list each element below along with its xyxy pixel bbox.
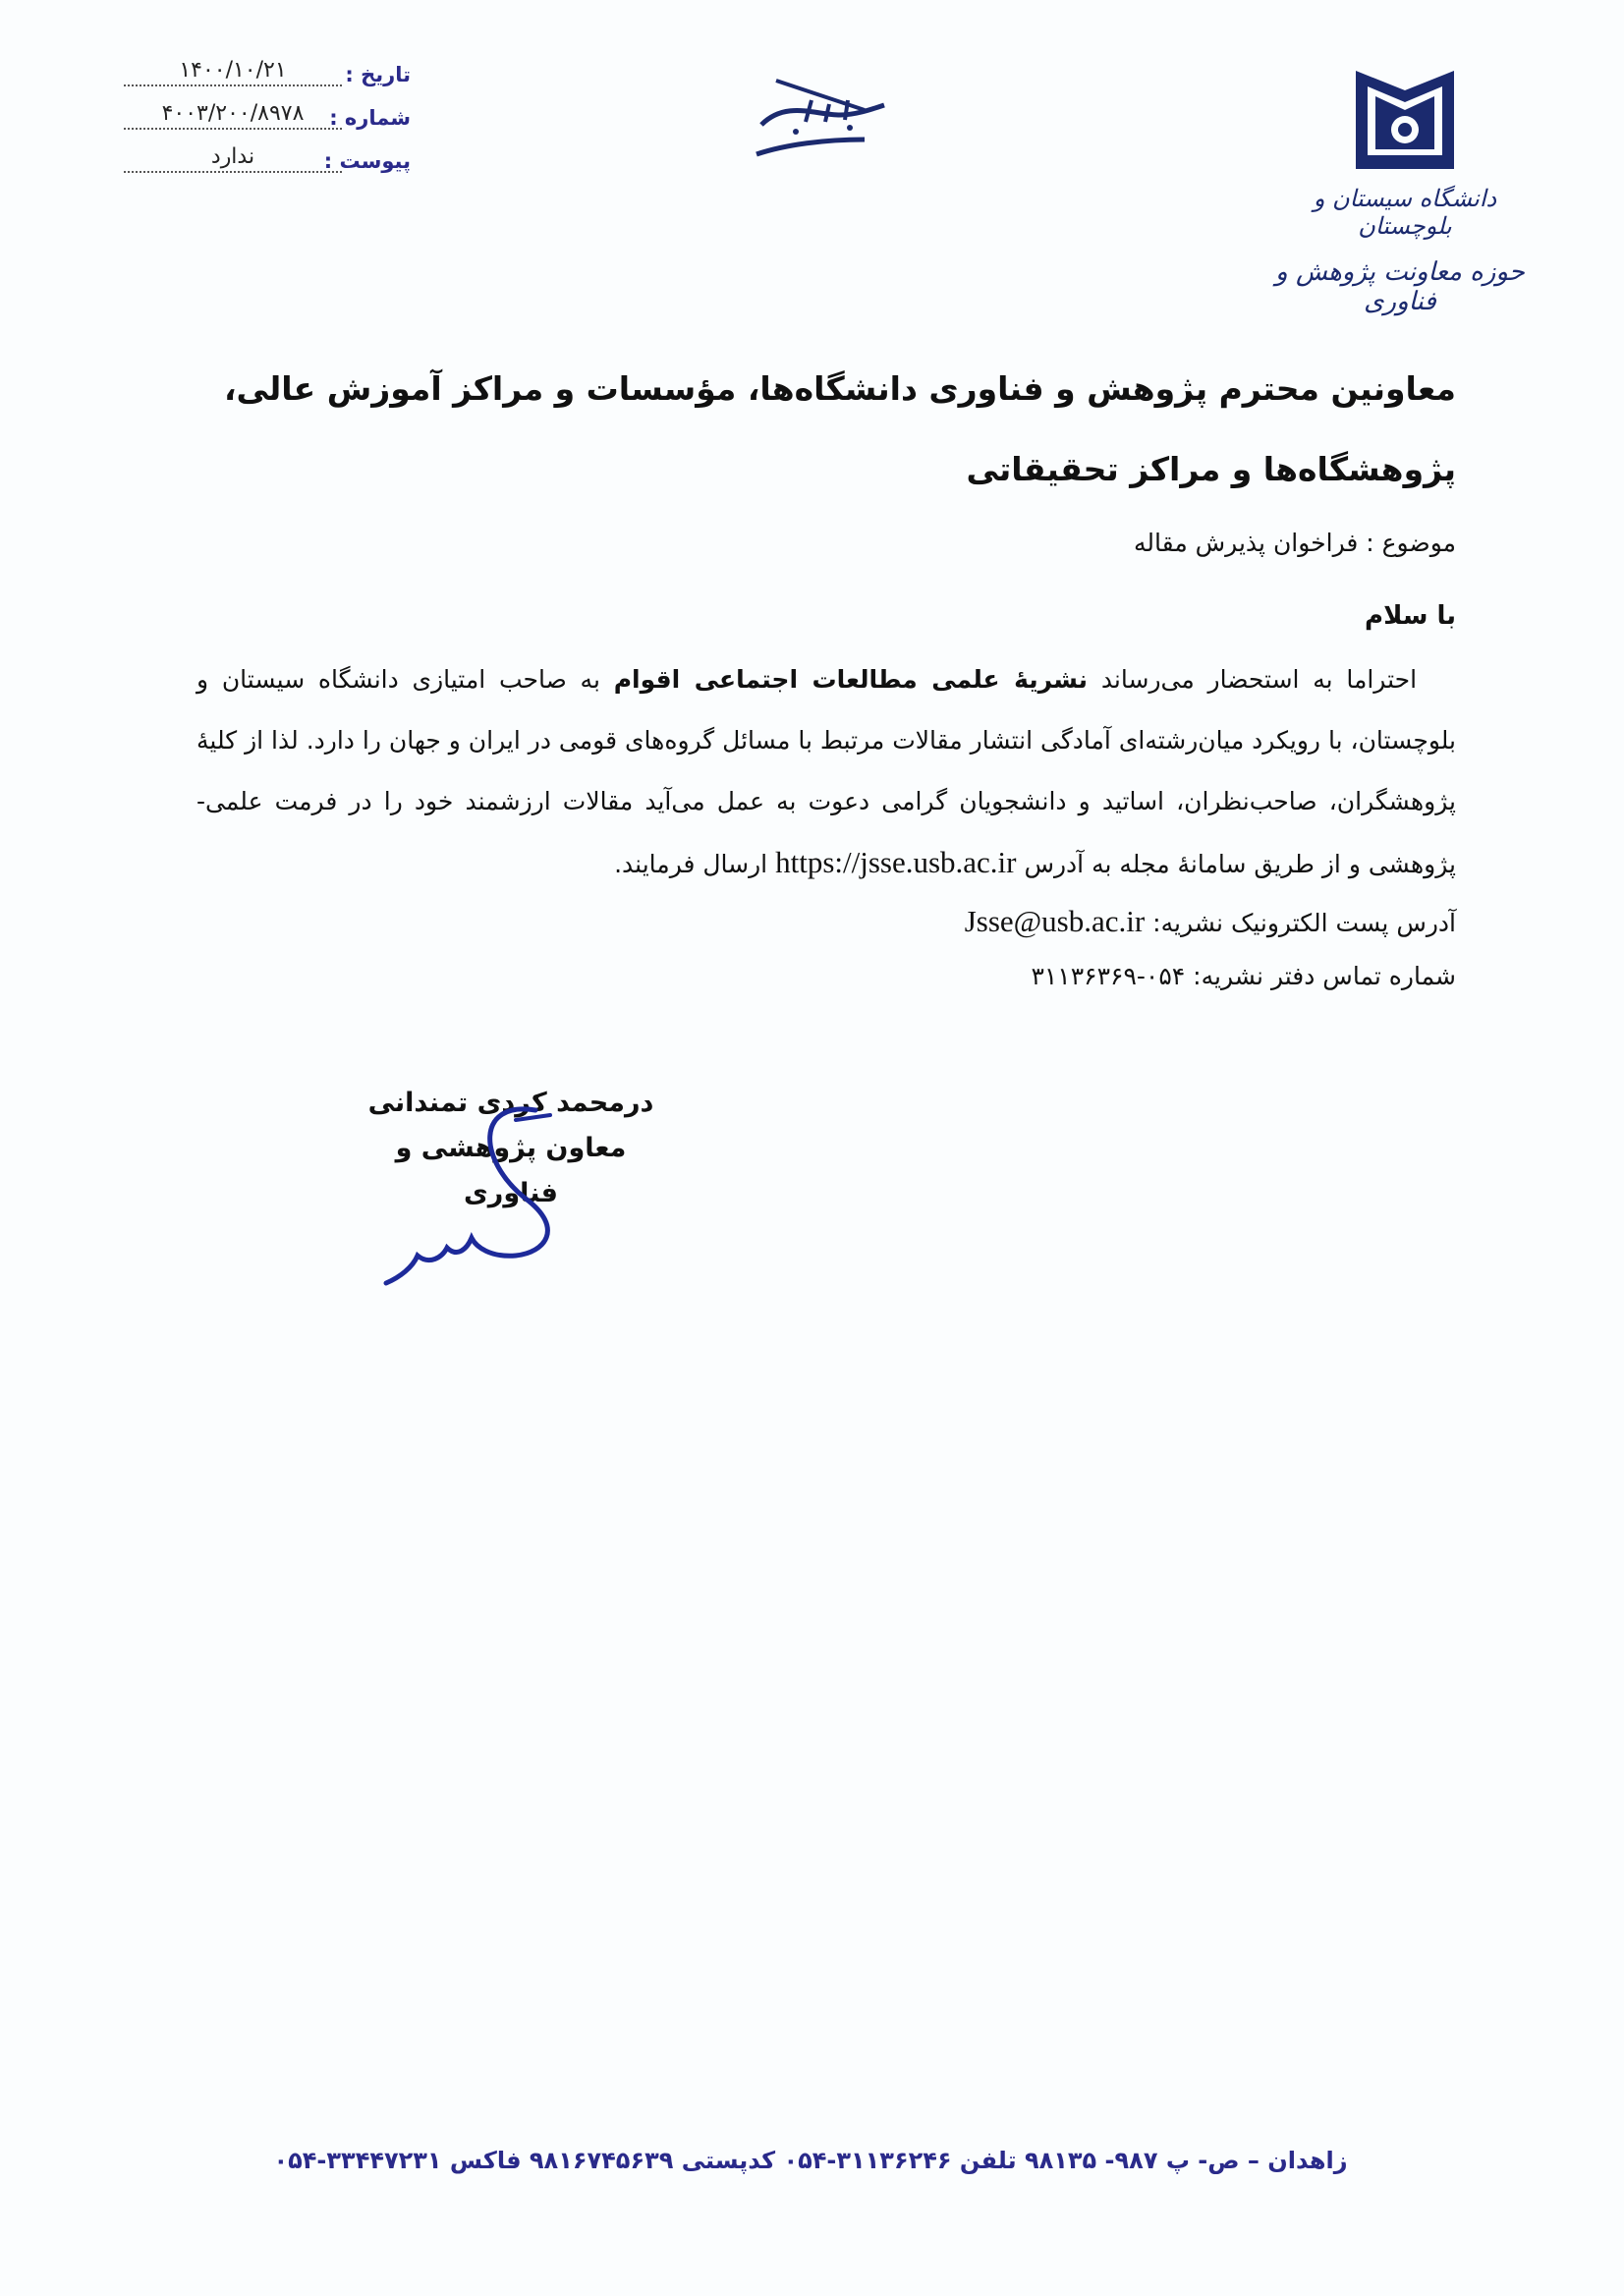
date-label: تاریخ : bbox=[345, 63, 411, 86]
attachment-label: پیوست : bbox=[323, 149, 411, 173]
letter-body bbox=[196, 349, 1456, 1003]
date-value: ۱۴۰۰/۱۰/۲۱ bbox=[124, 58, 342, 86]
date-row bbox=[116, 43, 411, 86]
journal-name: نشریهٔ علمی مطالعات اجتماعی اقوام bbox=[613, 665, 1089, 694]
university-logo-icon bbox=[1346, 61, 1464, 179]
website-link[interactable]: https://jsse.usb.ac.ir bbox=[775, 845, 1017, 879]
main-paragraph bbox=[196, 649, 1456, 895]
phone-label: شماره تماس دفتر نشریه: bbox=[1193, 962, 1456, 990]
footer-address: زاهدان – ص- پ ۹۸۷- ۹۸۱۳۵ تلفن ۳۱۱۳۶۲۴۶-۰۵۴ کدپستی ۹۸۱۶۷۴۵۶۳۹ فاکس ۳۳۴۴۷۲۳۱-۰۵۴ bbox=[273, 2147, 1348, 2174]
signatory-name: درمحمد کردی تمندانی bbox=[367, 1088, 654, 1118]
subject-line: موضوع : فراخوان پذیرش مقاله bbox=[1134, 529, 1456, 557]
attachment-row bbox=[116, 130, 411, 173]
email-link[interactable]: Jsse@usb.ac.ir bbox=[964, 904, 1146, 938]
office-name: حوزه معاونت پژوهش و فناوری bbox=[1275, 257, 1525, 316]
attachment-value: ندارد bbox=[124, 144, 342, 173]
signatory-title: معاون پژوهشی و فناوری bbox=[395, 1133, 627, 1208]
phone-line bbox=[196, 950, 1456, 1003]
handwritten-signature-icon bbox=[378, 1081, 575, 1307]
number-label: شماره : bbox=[329, 106, 411, 130]
university-name: دانشگاه سیستان و بلوچستان bbox=[1313, 185, 1497, 240]
number-row bbox=[116, 86, 411, 130]
recipient-heading: معاونین محترم پژوهش و فناوری دانشگاه‌ها، مؤسسات و مراکز آموزش عالی، پژوهشگاه‌ها و مراکز تحقیقاتی bbox=[223, 369, 1456, 488]
para-part1: احتراما به استحضار می‌رساند bbox=[1100, 665, 1418, 694]
letter-meta bbox=[116, 43, 411, 173]
para-part2: به صاحب امتیازی دانشگاه سیستان و بلوچستان، با رویکرد میان‌رشته‌ای آمادگی انتشار مقالات مرتبط با مسائل گروه‌های قومی در ایران و جهان را دارد. لذا از کلیهٔ پژوهشگران، صاحب‌نظران، اساتید و دانشجویان گرامی دعوت به عمل می‌آید مقالات ارزشمند خود را در فرمت علمی-پژوهشی و از طریق سامانهٔ مجله به آدرس bbox=[196, 665, 1456, 878]
basmala-calligraphy-icon bbox=[747, 61, 894, 169]
greeting: با سلام bbox=[1365, 601, 1456, 631]
para-part3: ارسال فرمایند. bbox=[614, 850, 768, 878]
email-line bbox=[196, 895, 1456, 950]
number-value: ۴۰۰۳/۲۰۰/۸۹۷۸ bbox=[124, 101, 342, 130]
phone-number: ۰۵۴-۳۱۱۳۶۳۶۹ bbox=[1031, 962, 1186, 990]
email-label: آدرس پست الکترونیک نشریه: bbox=[1152, 909, 1456, 937]
